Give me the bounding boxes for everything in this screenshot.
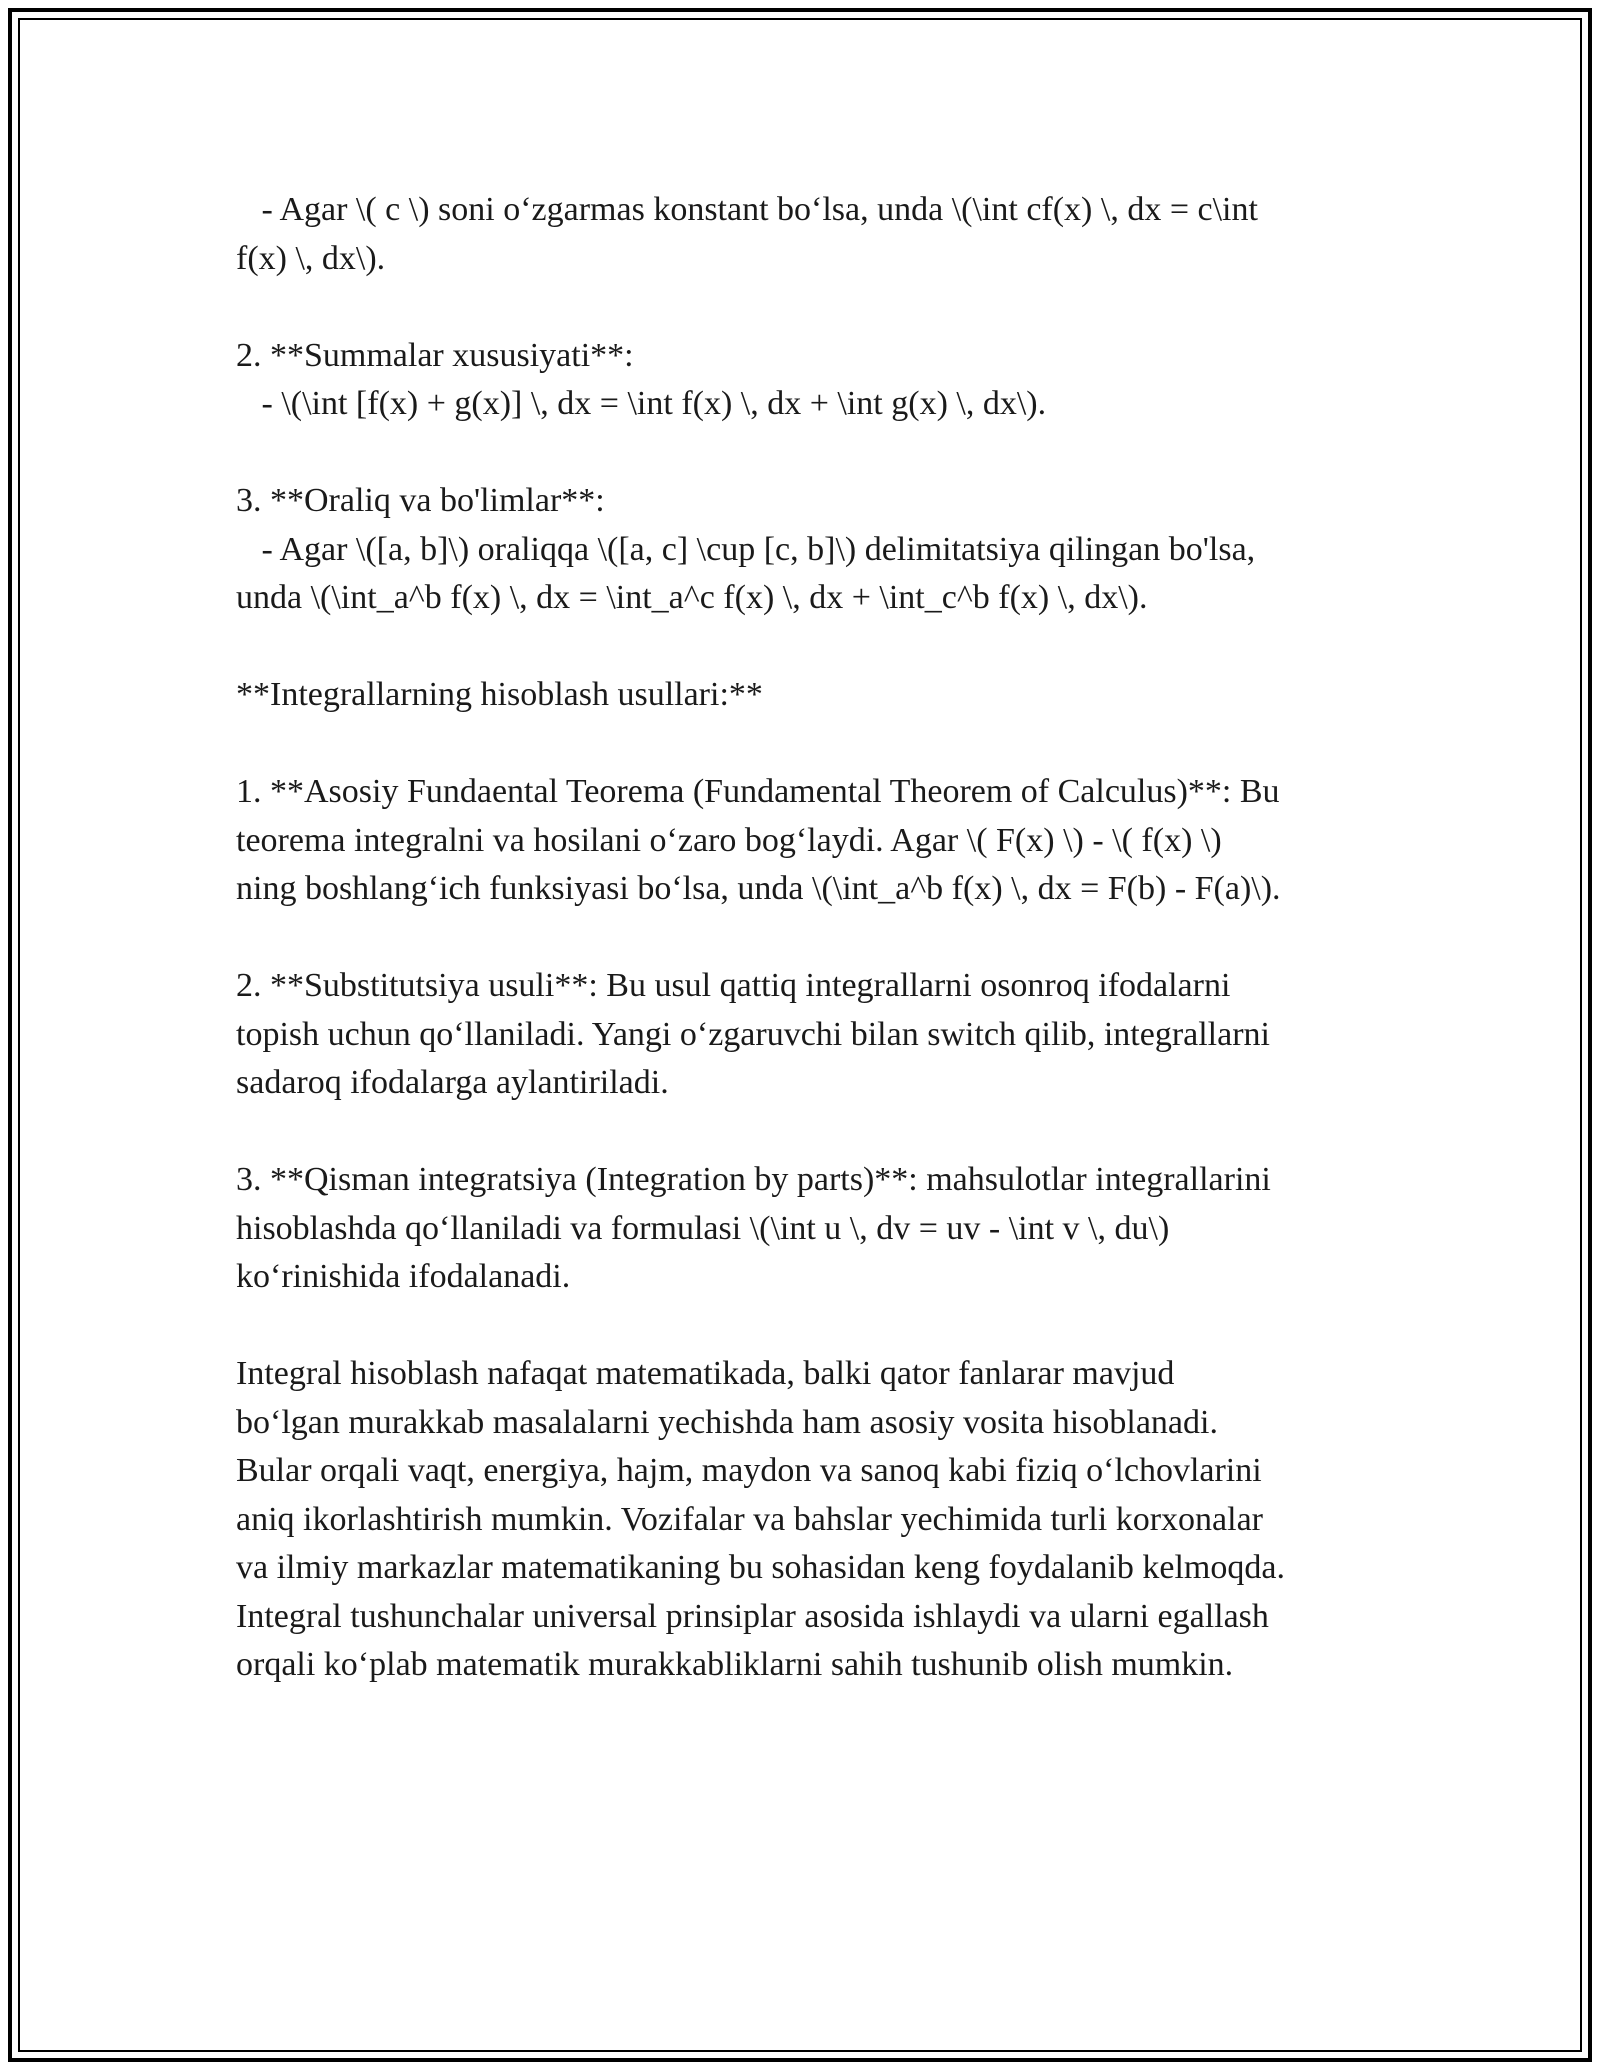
paragraph-constant-multiple <box>236 186 1386 283</box>
text-line: 2. **Substitutsiya usuli**: Bu usul qattiq integrallarni osonroq ifodalarni <box>236 967 1231 1004</box>
text-line: Integral tushunchalar universal prinsiplar asosida ishlaydi va ularni egallash <box>236 1597 1269 1635</box>
paragraph-gap <box>236 283 1386 332</box>
text-line: - Agar \([a, b]\) oraliqqa \([a, c] \cup [c, b]\) delimitatsiya qilingan bo'lsa, <box>236 530 1256 568</box>
text-line: f(x) \, dx\). <box>236 239 386 277</box>
text-line: orqali koʻplab matematik murakkabliklarni sahih tushunib olish mumkin. <box>236 1646 1234 1683</box>
text-line: va ilmiy markazlar matematikaning bu sohasidan keng foydalanib kelmoqda. <box>236 1549 1285 1586</box>
text-line: 3. **Qisman integratsiya (Integration by parts)**: mahsulotlar integrallarini <box>236 1161 1271 1198</box>
paragraph-gap <box>236 914 1386 963</box>
paragraph-gap <box>236 429 1386 478</box>
paragraph-substitution <box>236 962 1386 1108</box>
text-line: - \(\int [f(x) + g(x)] \, dx = \int f(x) \, dx + \int g(x) \, dx\). <box>236 385 1047 422</box>
text-line: unda \(\int_a^b f(x) \, dx = \int_a^c f(x) \, dx + \int_c^b f(x) \, dx\). <box>236 579 1148 616</box>
text-line: Bular orqali vaqt, energiya, hajm, maydon va sanoq kabi fiziq oʻlchovlarini <box>236 1452 1262 1489</box>
text-line: topish uchun qoʻllaniladi. Yangi oʻzgaruvchi bilan switch qilib, integrallarni <box>236 1015 1270 1053</box>
paragraph-fundamental-theorem <box>236 768 1386 914</box>
paragraph-integration-by-parts <box>236 1156 1386 1302</box>
text-line: sadaroq ifodalarga aylantiriladi. <box>236 1064 669 1101</box>
paragraph-gap <box>236 1302 1386 1351</box>
paragraph-gap <box>236 720 1386 769</box>
paragraph-conclusion <box>236 1350 1386 1690</box>
text-line: 3. **Oraliq va bo'limlar**: <box>236 482 605 519</box>
document-body <box>236 186 1386 1690</box>
section-heading-methods <box>236 671 1386 720</box>
text-line: boʻlgan murakkab masalalarni yechishda ham asosiy vosita hisoblanadi. <box>236 1403 1218 1441</box>
text-line: aniq ikorlashtirish mumkin. Vozifalar va bahslar yechimida turli korxonalar <box>236 1500 1263 1538</box>
text-line: Integral hisoblash nafaqat matematikada, balki qator fanlarar mavjud <box>236 1355 1175 1392</box>
paragraph-sum-property <box>236 332 1386 429</box>
text-line: teorema integralni va hosilani oʻzaro bogʻlaydi. Agar \( F(x) \) - \( f(x) \) <box>236 821 1222 859</box>
text-line: **Integrallarning hisoblash usullari:** <box>236 676 763 713</box>
text-line: 1. **Asosiy Fundaental Teorema (Fundamental Theorem of Calculus)**: Bu <box>236 773 1280 810</box>
text-line: koʻrinishida ifodalanadi. <box>236 1258 571 1295</box>
text-line: ning boshlangʻich funksiyasi boʻlsa, unda \(\int_a^b f(x) \, dx = F(b) - F(a)\). <box>236 870 1281 907</box>
text-line: - Agar \( c \) soni oʻzgarmas konstant boʻlsa, unda \(\int cf(x) \, dx = c\int <box>236 191 1258 228</box>
paragraph-interval-sections <box>236 477 1386 623</box>
paragraph-gap <box>236 623 1386 672</box>
text-line: hisoblashda qoʻllaniladi va formulasi \(\int u \, dv = uv - \int v \, du\) <box>236 1209 1170 1247</box>
paragraph-gap <box>236 1108 1386 1157</box>
text-line: 2. **Summalar xususiyati**: <box>236 336 634 374</box>
